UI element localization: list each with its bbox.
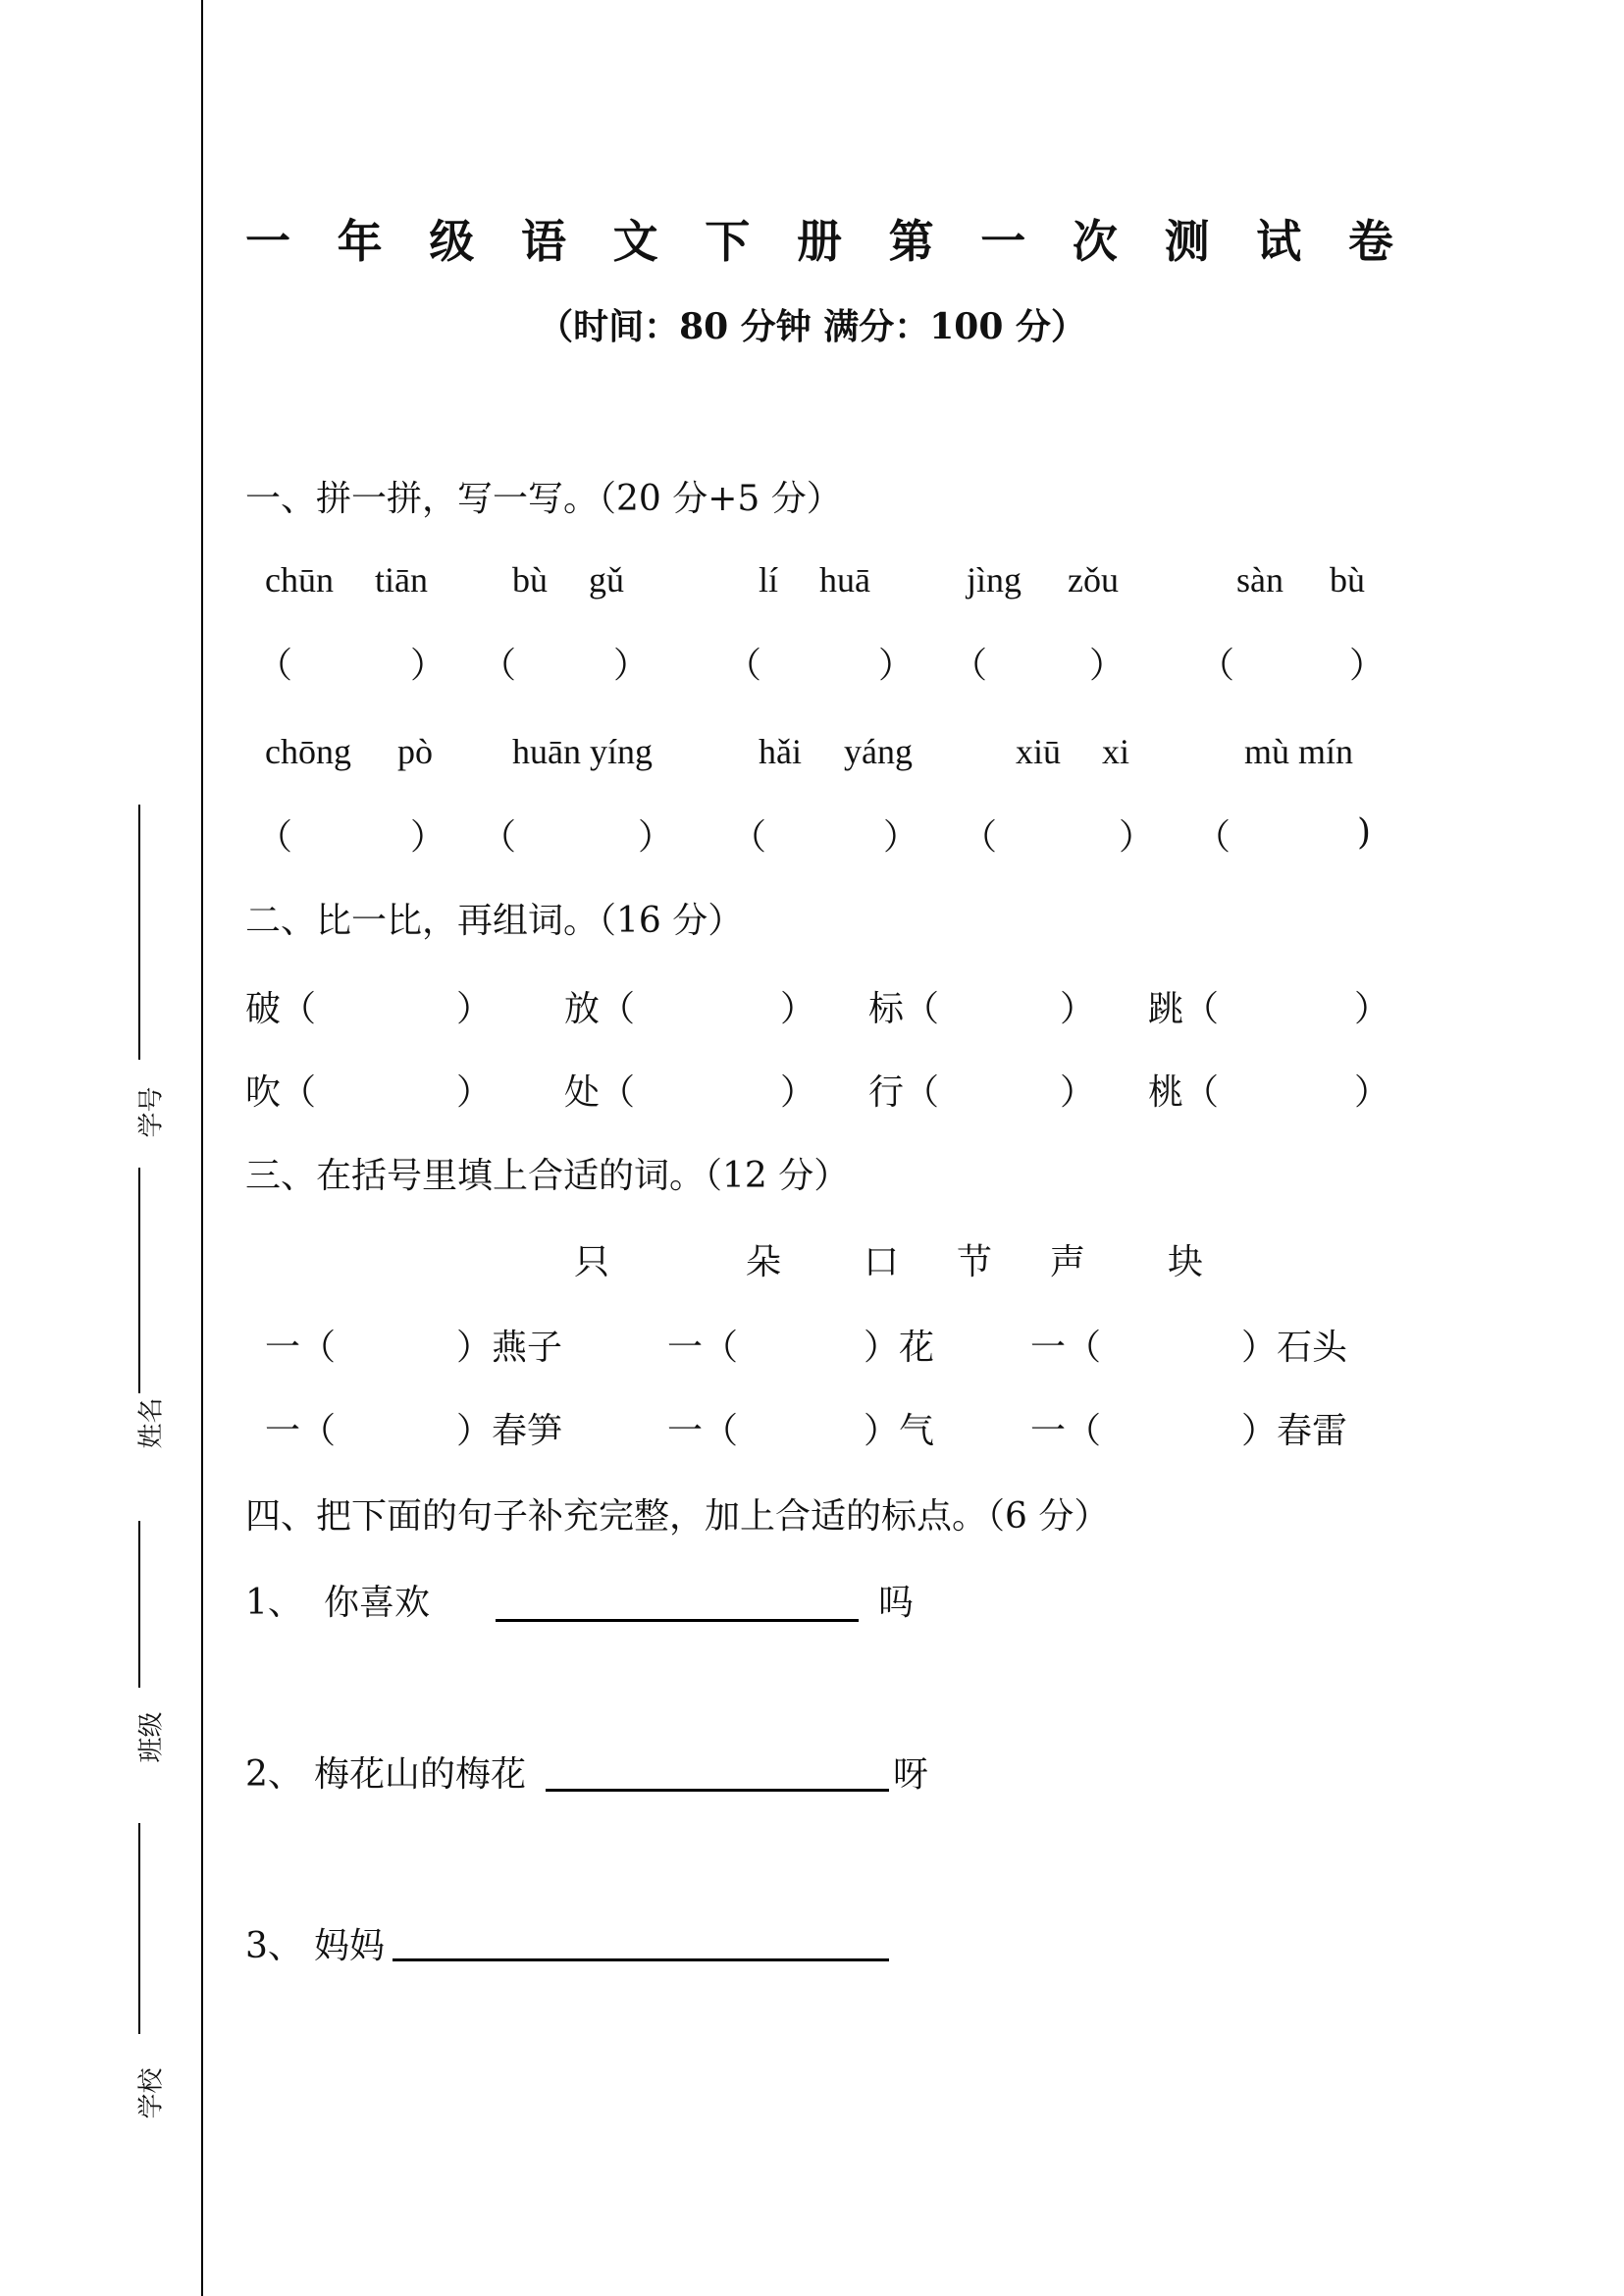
compare-item-close: ） — [780, 989, 816, 1029]
sentence1-suffix: 吗 — [878, 1583, 915, 1623]
word-bank-item: 节 — [957, 1242, 993, 1282]
answer-paren-close: ） — [883, 817, 919, 858]
answer-paren-open[interactable]: （ — [952, 646, 988, 686]
section1-heading: 一、拼一拼，写一写。（20 分+5 分） — [245, 479, 842, 519]
measure-word-item[interactable]: 一（ — [667, 1411, 739, 1451]
answer-paren-close: ） — [410, 646, 446, 686]
answer-paren-open[interactable]: （ — [1195, 817, 1231, 858]
measure-word-item[interactable]: 一（ — [1030, 1328, 1102, 1368]
name-blank[interactable] — [138, 1168, 140, 1393]
compare-item[interactable]: 行（ — [868, 1072, 940, 1113]
sentence2-number: 2、 — [245, 1754, 303, 1795]
answer-paren-close: ） — [878, 646, 915, 686]
pinyin-chong: chōng — [265, 732, 351, 771]
sentence3-blank[interactable] — [393, 1958, 889, 1961]
compare-item[interactable]: 跳（ — [1148, 989, 1220, 1029]
pinyin-chun: chūn — [265, 560, 334, 600]
answer-paren-close: ） — [410, 817, 446, 858]
pinyin-hua: huā — [819, 560, 870, 600]
exam-info: （时间：80 分钟 满分：100 分） — [538, 306, 1086, 347]
measure-word-noun: ）燕子 — [456, 1328, 563, 1368]
answer-paren-open[interactable]: （ — [481, 817, 517, 858]
compare-item-close: ） — [1060, 1072, 1096, 1113]
pinyin-yang: yáng — [844, 732, 913, 771]
class-label: 班级 — [136, 1711, 167, 1763]
measure-word-noun: ）春雷 — [1241, 1411, 1348, 1451]
compare-item[interactable]: 吹（ — [245, 1072, 317, 1113]
compare-item-close: ） — [456, 1072, 493, 1113]
answer-paren-open[interactable]: （ — [726, 646, 762, 686]
sentence3-prefix: 妈妈 — [314, 1926, 386, 1966]
compare-item[interactable]: 处（ — [564, 1072, 636, 1113]
measure-word-noun: ）春笋 — [456, 1411, 563, 1451]
pinyin-po: pò — [397, 732, 433, 771]
answer-paren-open[interactable]: （ — [257, 817, 293, 858]
answer-paren-open[interactable]: （ — [731, 817, 767, 858]
student-id-blank[interactable] — [138, 805, 140, 1060]
answer-paren-open[interactable]: （ — [1199, 646, 1235, 686]
sentence2-blank[interactable] — [546, 1789, 889, 1792]
answer-paren-close: ） — [613, 646, 650, 686]
answer-paren-close: ） — [638, 817, 674, 858]
word-bank-item: 口 — [864, 1242, 900, 1282]
word-bank-item: 声 — [1050, 1242, 1086, 1282]
sentence1-prefix: 你喜欢 — [324, 1583, 431, 1623]
answer-paren-open[interactable]: （ — [481, 646, 517, 686]
measure-word-item[interactable]: 一（ — [265, 1411, 337, 1451]
compare-item-close: ） — [1354, 1072, 1390, 1113]
answer-paren-close: ） — [1349, 646, 1386, 686]
word-bank-item: 块 — [1168, 1242, 1204, 1282]
measure-word-noun: ）气 — [864, 1411, 935, 1451]
compare-item-close: ） — [456, 989, 493, 1029]
student-id-label: 学号 — [136, 1086, 167, 1138]
section3-heading: 三、在括号里填上合适的词。（12 分） — [245, 1156, 850, 1196]
pinyin-xiu: xiū — [1016, 732, 1062, 771]
measure-word-noun: ）花 — [864, 1328, 935, 1368]
pinyin-li: lí — [759, 560, 779, 600]
compare-item-close: ） — [1060, 989, 1096, 1029]
section2-heading: 二、比一比，再组词。（16 分） — [245, 901, 744, 941]
pinyin-san: sàn — [1236, 560, 1283, 600]
measure-word-item[interactable]: 一（ — [265, 1328, 337, 1368]
page-title: 一 年 级 语 文 下 册 第 一 次 测 试 卷 — [245, 215, 1393, 268]
measure-word-noun: ）石头 — [1241, 1328, 1348, 1368]
pinyin-jing: jìng — [967, 560, 1022, 600]
sentence1-blank[interactable] — [496, 1619, 859, 1622]
pinyin-bu2: bù — [1330, 560, 1365, 600]
pinyin-mumin: mù mín — [1244, 732, 1354, 771]
answer-paren-close-last: ) — [1357, 812, 1372, 853]
word-bank-item: 只 — [574, 1242, 610, 1282]
answer-paren-open[interactable]: （ — [962, 817, 998, 858]
pinyin-huanying: huān yíng — [512, 732, 653, 771]
pinyin-zou: zǒu — [1068, 560, 1119, 600]
school-label: 学校 — [136, 2067, 167, 2119]
measure-word-item[interactable]: 一（ — [667, 1328, 739, 1368]
pinyin-hai: hǎi — [759, 732, 802, 771]
school-blank[interactable] — [138, 1823, 140, 2034]
compare-item-close: ） — [1354, 989, 1390, 1029]
pinyin-tian: tiān — [375, 560, 428, 600]
compare-item[interactable]: 破（ — [245, 989, 317, 1029]
name-label: 姓名 — [136, 1397, 167, 1449]
compare-item[interactable]: 放（ — [564, 989, 636, 1029]
compare-item-close: ） — [780, 1072, 816, 1113]
sentence1-number: 1、 — [245, 1583, 303, 1623]
word-bank-item: 朵 — [746, 1242, 782, 1282]
compare-item[interactable]: 桃（ — [1148, 1072, 1220, 1113]
sentence2-prefix: 梅花山的梅花 — [314, 1754, 527, 1795]
section4-heading: 四、把下面的句子补充完整，加上合适的标点。（6 分） — [245, 1496, 1110, 1537]
compare-item[interactable]: 标（ — [868, 989, 940, 1029]
sentence2-suffix: 呀 — [893, 1754, 929, 1795]
answer-paren-open[interactable]: （ — [257, 646, 293, 686]
pinyin-bu: bù — [512, 560, 548, 600]
answer-paren-close: ） — [1089, 646, 1126, 686]
pinyin-gu: gǔ — [589, 560, 624, 600]
sentence3-number: 3、 — [245, 1926, 303, 1966]
measure-word-item[interactable]: 一（ — [1030, 1411, 1102, 1451]
class-blank[interactable] — [138, 1521, 140, 1688]
answer-paren-close: ） — [1119, 817, 1155, 858]
pinyin-xi: xi — [1102, 732, 1130, 771]
